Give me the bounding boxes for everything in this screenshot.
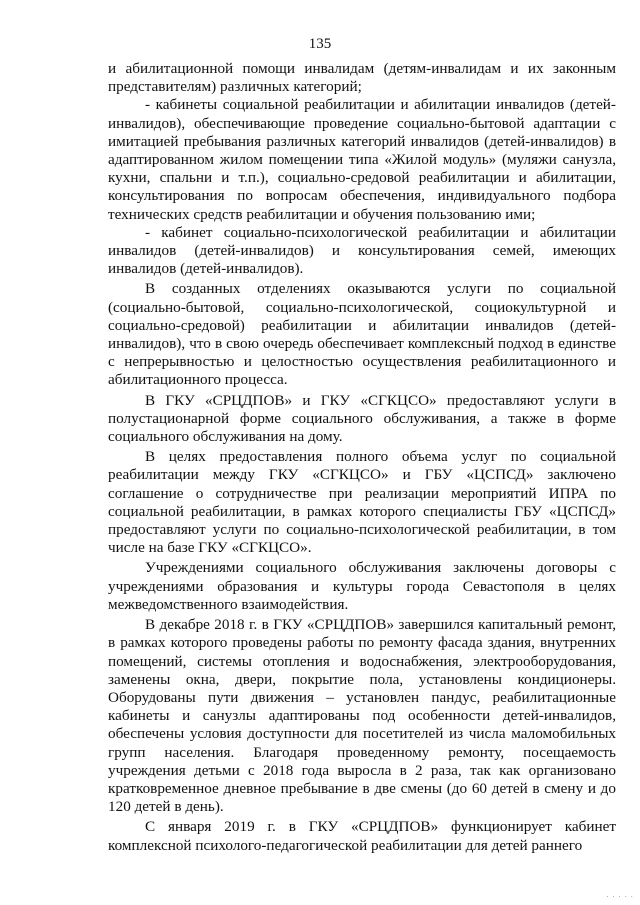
paragraph-cooperation-agreement: В целях предоставления полного объема услуг по социальной реабилитации между ГКУ «СГКЦСО» и ГБУ «ЦСПСД» заключено соглашение о сотрудничестве при реализации мероприятий ИПРА по социальной реабилитации, в рамках которого специалисты ГБУ «ЦСПСД» предоставляют услуги по социально-психологической реабилитации, в том числе на базе ГКУ «СГКЦСО». [108, 448, 616, 557]
paragraph-early-age-cabinet: С января 2019 г. в ГКУ «СРЦДПОВ» функционирует кабинет комплексной психолого-педагогической реабилитации для детей раннего [108, 818, 616, 854]
paragraph-semi-stationary: В ГКУ «СРЦДПОВ» и ГКУ «СГКЦСО» предоставляют услуги в полустационарной форме социального обслуживания, а также в форме социального обслуживания на дому. [108, 391, 616, 446]
paragraph-interagency-contracts: Учреждениями социального обслуживания заключены договоры с учреждениями образования и культуры города Севастополя в целях межведомственного взаимодействия. [108, 559, 616, 613]
paragraph-departments-services: В созданных отделениях оказываются услуги по социальной (социально-бытовой, социально-психологической, социокультурной и социально-средовой) реабилитации и абилитации инвалидов (детей-инвалидов), что в свою очередь обеспечивает комплексный подход в единстве с непрерывностью и целостностью осуществления реабилитационного и абилитационного процесса. [108, 280, 616, 389]
paragraph-continuation: и абилитационной помощи инвалидам (детям-инвалидам и их законным представителям) различных категорий; [108, 60, 616, 96]
paragraph-rehab-cabinets: - кабинеты социальной реабилитации и абилитации инвалидов (детей-инвалидов), обеспечивающие проведение социально-бытовой адаптации с имитацией пребывания различных категорий инвалидов (детей-инвалидов) в адаптированном жилом помещении типа «Жилой модуль» (муляжи санузла, кухни, спальни и т.п.), социально-средовой реабилитации и абилитации, консультирования по вопросам обеспечения, индивидуального подбора технических средств реабилитации и обучения пользованию ими; [108, 96, 616, 223]
scan-corner-mark: · · · · · [606, 893, 634, 901]
body-text [108, 60, 616, 855]
paragraph-psych-cabinet: - кабинет социально-психологической реабилитации и абилитации инвалидов (детей-инвалидов) и консультирования семей, имеющих инвалидов (детей-инвалидов). [108, 223, 616, 278]
page-number: 135 [308, 36, 332, 52]
paragraph-renovation: В декабре 2018 г. в ГКУ «СРЦДПОВ» завершился капитальный ремонт, в рамках которого проведены работы по ремонту фасада здания, внутренних помещений, системы отопления и водоснабжения, электрооборудования, заменены окна, двери, покрытие пола, установлены кондиционеры. Оборудованы пути движения – установлен пандус, реабилитационные кабинеты и санузлы адаптированы под особенности детей-инвалидов, обеспечены условия доступности для посетителей из числа маломобильных групп населения. Благодаря проведенному ремонту, посещаемость учреждения детьми с 2018 года выросла в 2 раза, так как организовано кратковременное дневное пребывание в две смены (до 60 детей в смену и до 120 детей в день). [108, 616, 616, 816]
